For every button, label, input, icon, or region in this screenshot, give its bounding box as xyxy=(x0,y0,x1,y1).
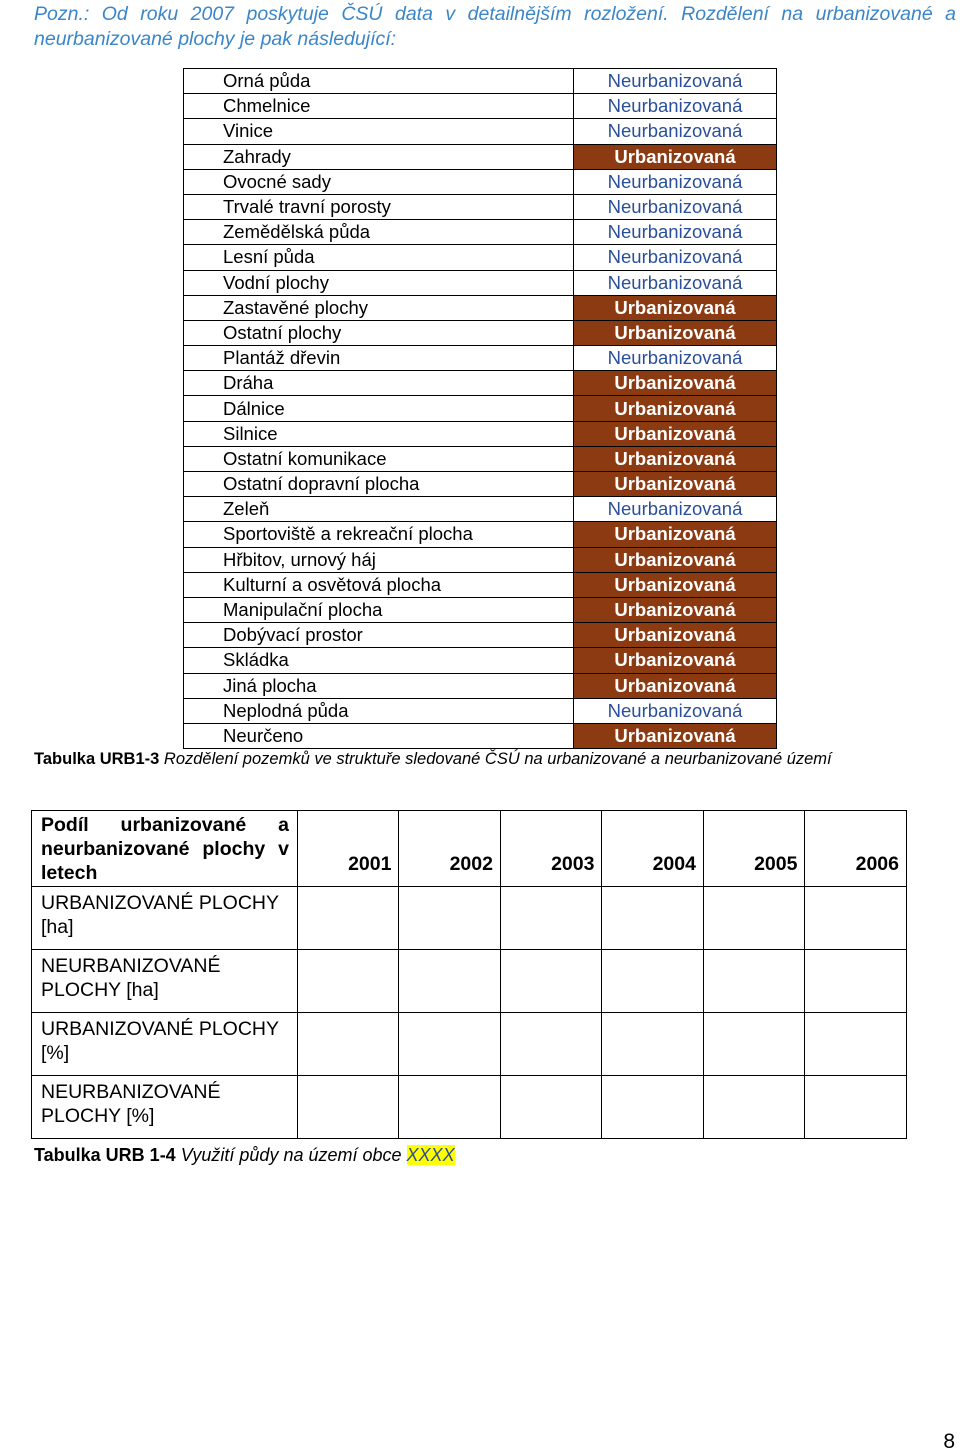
empty-value-cell[interactable] xyxy=(297,887,399,950)
land-category-label: Dálnice xyxy=(184,396,574,421)
year-header: 2006 xyxy=(805,811,907,887)
table-row xyxy=(184,572,777,597)
table-row xyxy=(184,94,777,119)
non-urbanized-cell: Neurbanizovaná xyxy=(574,497,777,522)
row-label: NEURBANIZOVANÉ PLOCHY [%] xyxy=(32,1076,298,1139)
land-category-label: Vodní plochy xyxy=(184,270,574,295)
land-category-label: Ostatní plochy xyxy=(184,320,574,345)
empty-value-cell[interactable] xyxy=(602,1013,704,1076)
land-category-label: Neplodná půda xyxy=(184,698,574,723)
empty-value-cell[interactable] xyxy=(297,950,399,1013)
table-row xyxy=(184,623,777,648)
empty-value-cell[interactable] xyxy=(399,1013,501,1076)
non-urbanized-cell: Neurbanizovaná xyxy=(574,119,777,144)
land-category-label: Plantáž dřevin xyxy=(184,346,574,371)
row-label: URBANIZOVANÉ PLOCHY [%] xyxy=(32,1013,298,1076)
non-urbanized-cell: Neurbanizovaná xyxy=(574,245,777,270)
table-row xyxy=(184,446,777,471)
note-paragraph: Pozn.: Od roku 2007 poskytuje ČSÚ data v detailnějším rozložení. Rozdělení na urbanizované a neurbanizované plochy je pak následující: xyxy=(34,3,956,50)
table-row xyxy=(184,270,777,295)
table-row xyxy=(184,547,777,572)
table-row xyxy=(184,472,777,497)
row-label: URBANIZOVANÉ PLOCHY [ha] xyxy=(32,887,298,950)
land-category-label: Orná půda xyxy=(184,69,574,94)
non-urbanized-cell: Neurbanizovaná xyxy=(574,220,777,245)
land-category-label: Chmelnice xyxy=(184,94,574,119)
table-row xyxy=(184,144,777,169)
urbanized-cell: Urbanizovaná xyxy=(574,421,777,446)
urbanized-cell: Urbanizovaná xyxy=(574,723,777,748)
land-category-label: Ostatní komunikace xyxy=(184,446,574,471)
empty-value-cell[interactable] xyxy=(805,1013,907,1076)
table2-caption xyxy=(34,1145,455,1166)
table-row xyxy=(184,320,777,345)
empty-value-cell[interactable] xyxy=(703,1013,805,1076)
table2-caption-text: Využití půdy na území obce xyxy=(180,1145,402,1165)
table-row xyxy=(184,245,777,270)
empty-value-cell[interactable] xyxy=(399,1076,501,1139)
urbanized-cell: Urbanizovaná xyxy=(574,522,777,547)
empty-value-cell[interactable] xyxy=(805,950,907,1013)
urbanization-share-table xyxy=(31,810,907,1139)
table-row xyxy=(184,220,777,245)
empty-value-cell[interactable] xyxy=(703,1076,805,1139)
non-urbanized-cell: Neurbanizovaná xyxy=(574,169,777,194)
urbanized-cell: Urbanizovaná xyxy=(574,396,777,421)
empty-value-cell[interactable] xyxy=(500,887,602,950)
land-category-label: Sportoviště a rekreační plocha xyxy=(184,522,574,547)
urbanized-cell: Urbanizovaná xyxy=(574,547,777,572)
non-urbanized-cell: Neurbanizovaná xyxy=(574,346,777,371)
non-urbanized-cell: Neurbanizovaná xyxy=(574,270,777,295)
year-header: 2004 xyxy=(602,811,704,887)
year-header: 2001 xyxy=(297,811,399,887)
table1-caption-text: Rozdělení pozemků ve struktuře sledované ČSÚ na urbanizované a neurbanizované území xyxy=(163,750,832,768)
urbanized-cell: Urbanizovaná xyxy=(574,472,777,497)
empty-value-cell[interactable] xyxy=(703,950,805,1013)
land-category-label: Zemědělská půda xyxy=(184,220,574,245)
table-row xyxy=(184,648,777,673)
urbanized-cell: Urbanizovaná xyxy=(574,144,777,169)
empty-value-cell[interactable] xyxy=(297,1013,399,1076)
land-category-label: Jiná plocha xyxy=(184,673,574,698)
table-row xyxy=(184,194,777,219)
empty-value-cell[interactable] xyxy=(500,1013,602,1076)
land-category-label: Ovocné sady xyxy=(184,169,574,194)
urbanized-cell: Urbanizovaná xyxy=(574,320,777,345)
empty-value-cell[interactable] xyxy=(500,950,602,1013)
table-row xyxy=(184,673,777,698)
table-row xyxy=(184,169,777,194)
table-row xyxy=(32,950,907,1013)
urbanized-cell: Urbanizovaná xyxy=(574,371,777,396)
share-table-header-label: Podíl urbanizované a neurbanizované plochy v letech xyxy=(32,811,298,887)
land-category-label: Dobývací prostor xyxy=(184,623,574,648)
empty-value-cell[interactable] xyxy=(602,950,704,1013)
land-classification-table xyxy=(183,68,777,749)
land-category-label: Zahrady xyxy=(184,144,574,169)
table1-caption-number: Tabulka URB1-3 xyxy=(34,750,160,768)
table-row xyxy=(32,887,907,950)
empty-value-cell[interactable] xyxy=(500,1076,602,1139)
table2-caption-placeholder: XXXX xyxy=(406,1145,455,1165)
non-urbanized-cell: Neurbanizovaná xyxy=(574,194,777,219)
table-row xyxy=(184,371,777,396)
table-row xyxy=(32,1013,907,1076)
urbanized-cell: Urbanizovaná xyxy=(574,597,777,622)
land-category-label: Kulturní a osvětová plocha xyxy=(184,572,574,597)
land-category-label: Skládka xyxy=(184,648,574,673)
year-header: 2003 xyxy=(500,811,602,887)
table-row xyxy=(184,346,777,371)
empty-value-cell[interactable] xyxy=(297,1076,399,1139)
land-category-label: Hřbitov, urnový háj xyxy=(184,547,574,572)
land-category-label: Vinice xyxy=(184,119,574,144)
land-category-label: Dráha xyxy=(184,371,574,396)
table-row xyxy=(184,421,777,446)
row-label: NEURBANIZOVANÉ PLOCHY [ha] xyxy=(32,950,298,1013)
urbanized-cell: Urbanizovaná xyxy=(574,648,777,673)
land-category-label: Trvalé travní porosty xyxy=(184,194,574,219)
empty-value-cell[interactable] xyxy=(703,887,805,950)
empty-value-cell[interactable] xyxy=(399,887,501,950)
table1-caption xyxy=(34,750,832,769)
table-row xyxy=(184,119,777,144)
land-category-label: Lesní půda xyxy=(184,245,574,270)
land-category-label: Zastavěné plochy xyxy=(184,295,574,320)
table-row xyxy=(184,69,777,94)
table-row xyxy=(184,295,777,320)
table-row xyxy=(184,723,777,748)
non-urbanized-cell: Neurbanizovaná xyxy=(574,698,777,723)
page-number: 8 xyxy=(943,1430,955,1453)
land-category-label: Manipulační plocha xyxy=(184,597,574,622)
empty-value-cell[interactable] xyxy=(602,1076,704,1139)
table-row xyxy=(184,698,777,723)
urbanized-cell: Urbanizovaná xyxy=(574,673,777,698)
urbanized-cell: Urbanizovaná xyxy=(574,295,777,320)
urbanized-cell: Urbanizovaná xyxy=(574,572,777,597)
empty-value-cell[interactable] xyxy=(399,950,501,1013)
empty-value-cell[interactable] xyxy=(805,1076,907,1139)
table-row xyxy=(184,597,777,622)
land-category-label: Silnice xyxy=(184,421,574,446)
land-category-label: Neurčeno xyxy=(184,723,574,748)
year-header: 2002 xyxy=(399,811,501,887)
empty-value-cell[interactable] xyxy=(805,887,907,950)
non-urbanized-cell: Neurbanizovaná xyxy=(574,69,777,94)
table-row xyxy=(184,396,777,421)
urbanized-cell: Urbanizovaná xyxy=(574,446,777,471)
empty-value-cell[interactable] xyxy=(602,887,704,950)
table-row xyxy=(184,522,777,547)
table-row xyxy=(32,1076,907,1139)
table2-caption-number: Tabulka URB 1-4 xyxy=(34,1145,176,1165)
non-urbanized-cell: Neurbanizovaná xyxy=(574,94,777,119)
table-row xyxy=(184,497,777,522)
urbanized-cell: Urbanizovaná xyxy=(574,623,777,648)
year-header: 2005 xyxy=(703,811,805,887)
land-category-label: Zeleň xyxy=(184,497,574,522)
land-category-label: Ostatní dopravní plocha xyxy=(184,472,574,497)
